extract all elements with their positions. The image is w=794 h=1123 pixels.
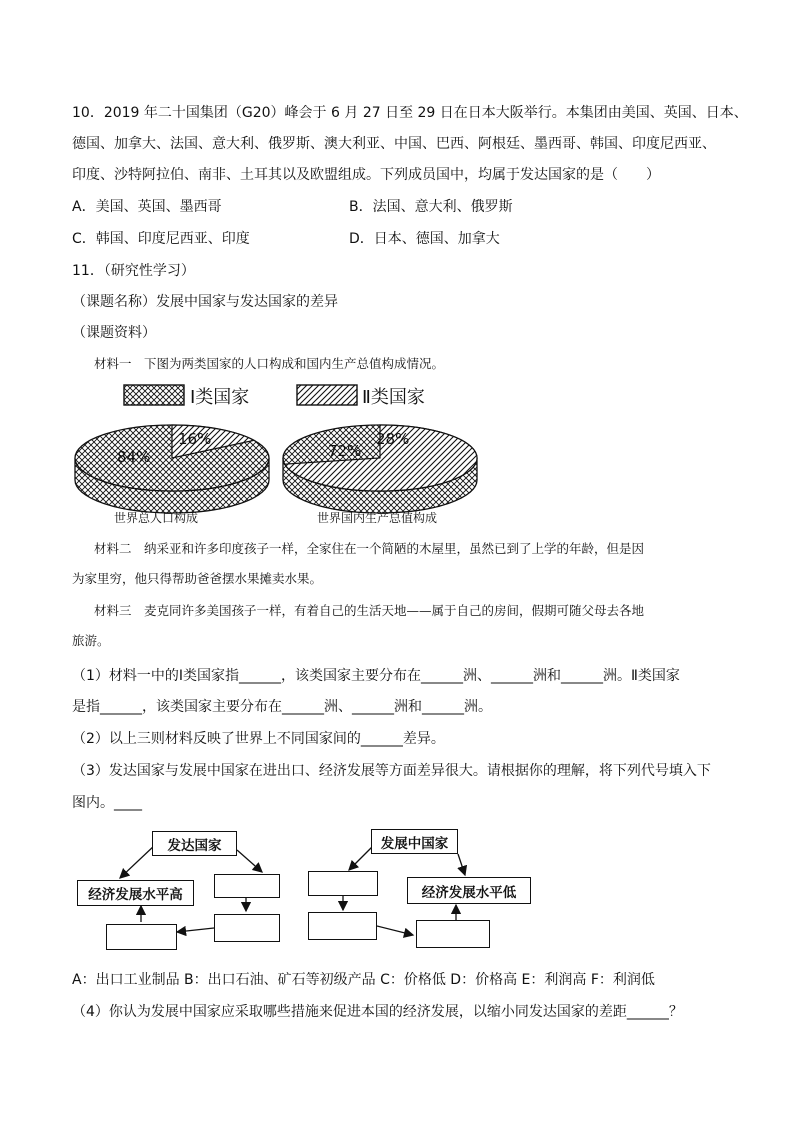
pie1-caption: 世界总人口构成 [114, 511, 199, 525]
box-developed: 发达国家 [152, 831, 237, 856]
q10-option-a: A．美国、英国、墨西哥 [72, 199, 222, 215]
pie1-slice-label-16: 16% [178, 430, 212, 448]
q10-line2: 德国、加拿大、法国、意大利、俄罗斯、澳大利亚、中国、巴西、阿根廷、墨西哥、韩国、印度尼西亚、 [72, 136, 716, 152]
box-low-development: 经济发展水平低 [407, 877, 531, 904]
q11-sub3-line1: （3）发达国家与发展中国家在进出口、经济发展等方面差异很大。请根据你的理解，将下列代号填入下 [72, 763, 711, 779]
blank-box-developing-1[interactable] [308, 871, 378, 896]
arrow-developed-left [120, 845, 155, 878]
blank-box-developed-2[interactable] [214, 914, 280, 942]
q11-sub4: （4）你认为发展中国家应采取哪些措施来促进本国的经济发展，以缩小同发达国家的差距______？ [72, 1004, 683, 1020]
blank-box-developed-3[interactable] [106, 924, 177, 950]
q11-sub1-line2: 是指______，该类国家主要分布在______洲、______洲和______洲。 [72, 699, 492, 715]
blank-box-developed-1[interactable] [214, 874, 280, 898]
material-3-line1: 材料三 麦克同许多美国孩子一样，有着自己的生活天地——属于自己的房间，假期可随父母去各地 [94, 603, 645, 618]
q11-sub1-line1: （1）材料一中的Ⅰ类国家指______，该类国家主要分布在______洲、______洲和______洲。Ⅱ类国家 [72, 668, 680, 684]
q11-topic: （课题名称）发展中国家与发达国家的差异 [72, 294, 338, 310]
blank-box-developing-2[interactable] [308, 912, 377, 940]
material-3-line2: 旅游。 [72, 633, 110, 648]
arrow-developing-right [458, 854, 465, 875]
material-1: 材料一 下图为两类国家的人口构成和国内生产总值构成情况。 [94, 356, 445, 371]
q11-material-head: （课题资料） [72, 325, 156, 341]
q10-line1: 10．2019 年二十国集团（G20）峰会于 6 月 27 日至 29 日在日本大阪举行。本集团由美国、英国、日本、 [72, 105, 748, 121]
pie2-caption: 世界国内生产总值构成 [317, 511, 438, 525]
answer-codes: A：出口工业制品 B：出口石油、矿石等初级产品 C：价格低 D：价格高 E：利润高 F：利润低 [72, 972, 655, 988]
q10-option-b: B．法国、意大利、俄罗斯 [349, 199, 513, 215]
arrow-developed-right [237, 850, 262, 872]
q10-option-d: D．日本、德国、加拿大 [349, 231, 500, 247]
q11-sub3-line2: 图内。____ [72, 795, 142, 811]
q10-option-c: C．韩国、印度尼西亚、印度 [72, 231, 250, 247]
material-2-line2: 为家里穷，他只得帮助爸爸摆水果摊卖水果。 [72, 571, 323, 586]
pie2-slice-label-28: 28% [376, 430, 410, 448]
pie2-slice-label-72: 72% [328, 442, 362, 460]
legend-label-type2: Ⅱ类国家 [362, 387, 425, 408]
arrow-left2-to-right2 [377, 926, 413, 935]
legend-label-type1: Ⅰ类国家 [190, 387, 250, 408]
q10-line3: 印度、沙特阿拉伯、南非、土耳其以及欧盟组成。下列成员国中，均属于发达国家的是（ ） [72, 167, 660, 183]
arrow-right2-to-left2 [177, 928, 214, 932]
q11-sub2: （2）以上三则材料反映了世界上不同国家间的______差异。 [72, 731, 445, 747]
box-high-development: 经济发展水平高 [77, 880, 194, 906]
q11-title: 11．（研究性学习） [72, 263, 195, 279]
pie1-slice-label-84: 84% [117, 448, 151, 466]
material-2-line1: 材料二 纳采亚和许多印度孩子一样，全家住在一个简陋的木屋里，虽然已到了上学的年龄，但是因 [94, 541, 645, 556]
blank-box-developing-3[interactable] [416, 920, 490, 948]
box-developing: 发展中国家 [371, 829, 458, 854]
